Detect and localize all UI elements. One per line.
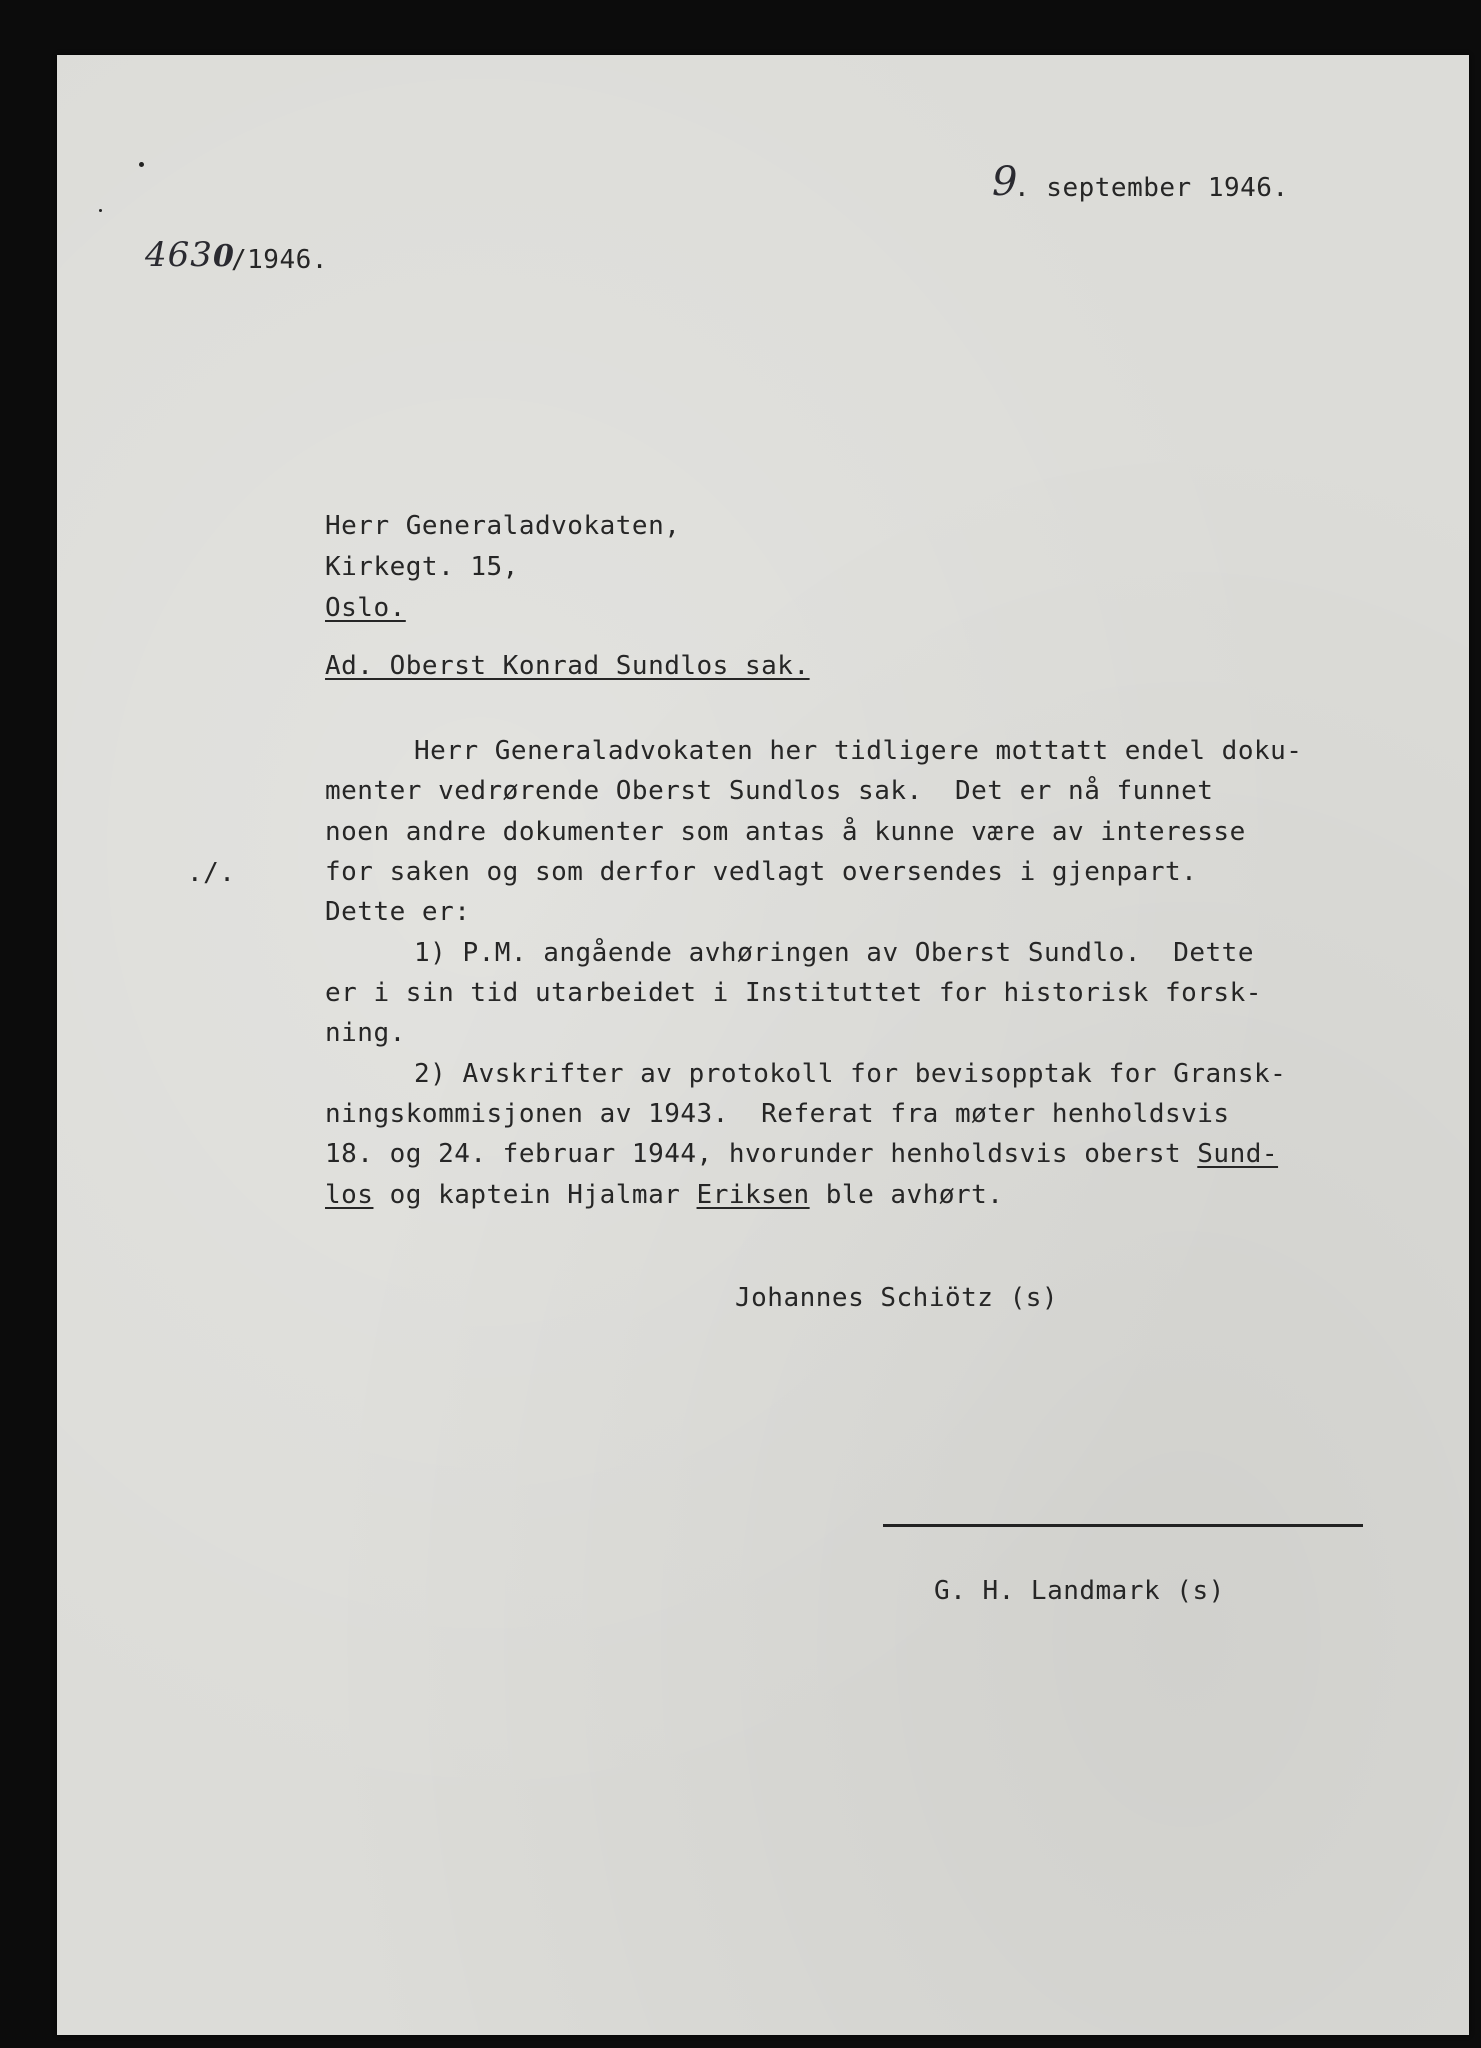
body-line: Dette er: <box>325 897 471 927</box>
underlined-name: los <box>325 1180 374 1210</box>
body-line: noen andre dokumenter som antas å kunne være av interesse <box>325 817 1246 847</box>
body-line: ningskommisjonen av 1943. Referat fra møter henholdsvis <box>325 1099 1230 1129</box>
recipient-line: Kirkegt. 15, <box>325 552 519 582</box>
body-text: ble avhørt. <box>809 1180 1004 1210</box>
body-text: og kaptein Hjalmar <box>373 1180 697 1210</box>
enclosure-mark: ./. <box>187 858 236 888</box>
signature-schiotz: Johannes Schiötz (s) <box>735 1283 1059 1313</box>
underlined-name: Sund- <box>1197 1139 1279 1169</box>
body-line: er i sin tid utarbeidet i Instituttet for historisk forsk- <box>325 978 1262 1008</box>
body-line: 1) P.M. angående avhøringen av Oberst Sundlo. Dette <box>414 938 1254 968</box>
body-line <box>325 1139 1278 1169</box>
reference-overwritten-digit: 0 <box>213 239 234 274</box>
signature-line <box>883 1524 1363 1527</box>
reference-year: /1946. <box>231 245 328 275</box>
body-text: 18. og 24. februar 1944, hvorunder henholdsvis oberst <box>325 1139 1198 1169</box>
date-day-handwritten: 9 <box>992 159 1018 205</box>
document-page <box>57 55 1469 2035</box>
underlined-name: Eriksen <box>696 1180 810 1210</box>
date-text: . september 1946. <box>1014 173 1289 203</box>
margin-dot <box>139 162 144 167</box>
recipient-line: Herr Generaladvokaten, <box>325 511 681 541</box>
body-line: ning. <box>325 1018 406 1048</box>
margin-dot <box>99 209 102 212</box>
body-line: for saken og som derfor vedlagt oversendes i gjenpart. <box>325 857 1198 887</box>
body-line: 2) Avskrifter av protokoll for bevisopptak for Gransk- <box>414 1059 1287 1089</box>
subject-line: Ad. Oberst Konrad Sundlos sak. <box>325 651 810 681</box>
body-line: menter vedrørende Oberst Sundlos sak. Det er nå funnet <box>325 776 1214 806</box>
recipient-city: Oslo. <box>325 593 406 623</box>
reference-number-handwritten: 463 <box>145 235 213 275</box>
body-line: Herr Generaladvokaten her tidligere mottatt endel doku- <box>414 736 1303 766</box>
signature-landmark: G. H. Landmark (s) <box>934 1576 1225 1606</box>
body-line <box>325 1180 1003 1210</box>
